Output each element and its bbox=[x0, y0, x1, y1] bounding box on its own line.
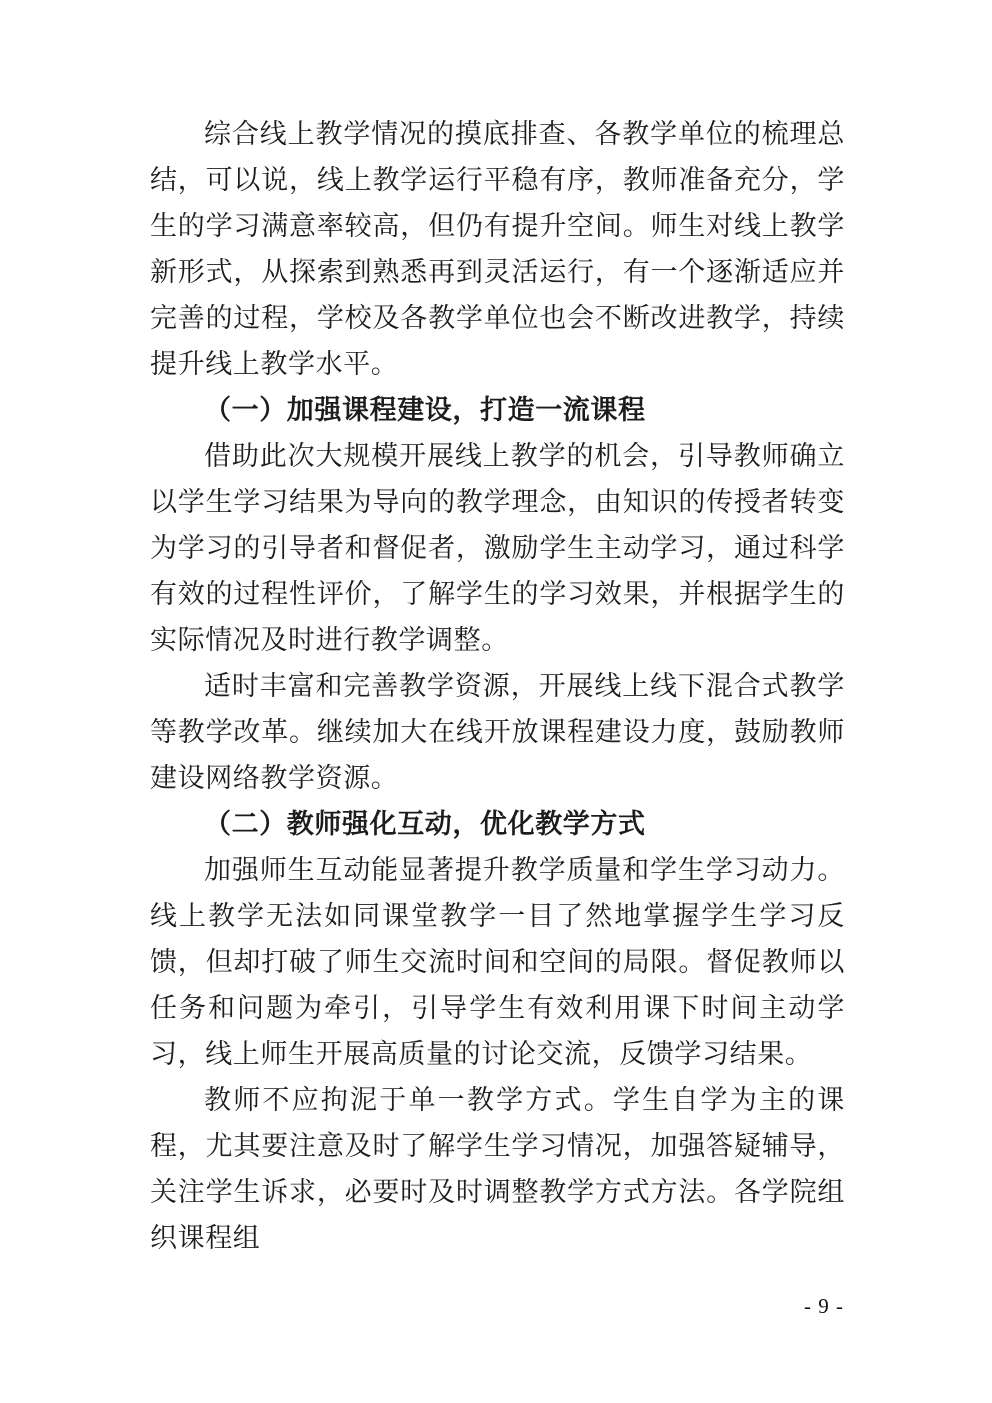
document-body bbox=[150, 112, 845, 1262]
paragraph-teacher-student-interaction: 加强师生互动能显著提升教学质量和学生学习动力。线上教学无法如同课堂教学一目了然地掌握学生学习反馈，但却打破了师生交流时间和空间的局限。督促教师以任务和问题为牵引，引导学生有效利用课下时间主动学习，线上师生开展高质量的讨论交流，反馈学习结果。 bbox=[150, 855, 845, 1070]
paragraph-online-teaching-summary: 综合线上教学情况的摸底排查、各教学单位的梳理总结，可以说，线上教学运行平稳有序，教师准备充分，学生的学习满意率较高，但仍有提升空间。师生对线上教学新形式，从探索到熟悉再到灵活运行，有一个逐渐适应并完善的过程，学校及各教学单位也会不断改进教学，持续提升线上教学水平。 bbox=[150, 119, 845, 380]
paragraph-teaching-methods: 教师不应拘泥于单一教学方式。学生自学为主的课程，尤其要注意及时了解学生学习情况，加强答疑辅导，关注学生诉求，必要时及时调整教学方式方法。各学院组织课程组 bbox=[150, 1085, 845, 1254]
section-heading-teacher-interaction: （二）教师强化互动，优化教学方式 bbox=[204, 809, 646, 840]
section-heading-course-construction: （一）加强课程建设，打造一流课程 bbox=[204, 395, 646, 426]
page-number: - 9 - bbox=[804, 1294, 844, 1318]
paragraph-teaching-philosophy: 借助此次大规模开展线上教学的机会，引导教师确立以学生学习结果为导向的教学理念，由知识的传授者转变为学习的引导者和督促者，激励学生主动学习，通过科学有效的过程性评价，了解学生的学习效果，并根据学生的实际情况及时进行教学调整。 bbox=[150, 441, 845, 656]
paragraph-teaching-resources: 适时丰富和完善教学资源，开展线上线下混合式教学等教学改革。继续加大在线开放课程建设力度，鼓励教师建设网络教学资源。 bbox=[150, 671, 845, 794]
